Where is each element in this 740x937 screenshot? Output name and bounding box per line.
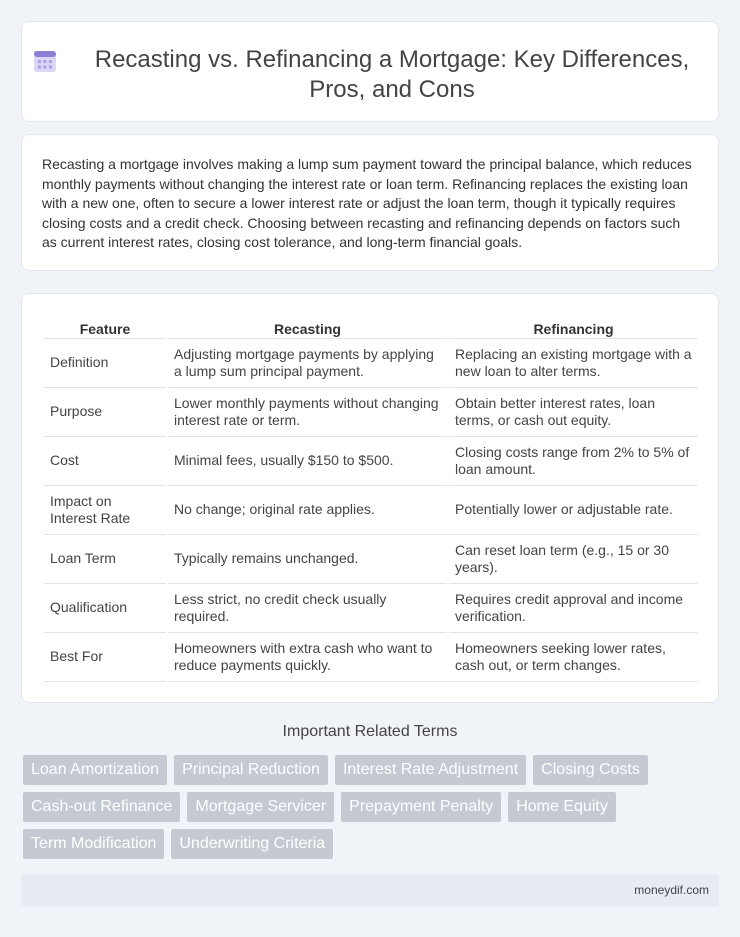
table-header-row bbox=[44, 315, 698, 339]
feature-cell: Definition bbox=[44, 339, 166, 388]
table-row bbox=[44, 535, 698, 584]
recasting-cell: Minimal fees, usually $150 to $500. bbox=[168, 437, 447, 486]
intro-card bbox=[21, 134, 719, 271]
table-row bbox=[44, 633, 698, 682]
related-term-tag[interactable]: Term Modification bbox=[23, 829, 164, 859]
column-header-feature: Feature bbox=[44, 315, 166, 339]
comparison-table bbox=[42, 315, 700, 682]
refinancing-cell: Potentially lower or adjustable rate. bbox=[449, 486, 698, 535]
refinancing-cell: Obtain better interest rates, loan terms, or cash out equity. bbox=[449, 388, 698, 437]
feature-cell: Purpose bbox=[44, 388, 166, 437]
refinancing-cell: Closing costs range from 2% to 5% of loan amount. bbox=[449, 437, 698, 486]
recasting-cell: No change; original rate applies. bbox=[168, 486, 447, 535]
table-row bbox=[44, 339, 698, 388]
related-terms-title: Important Related Terms bbox=[282, 723, 458, 740]
table-row bbox=[44, 437, 698, 486]
related-terms-list bbox=[23, 755, 723, 859]
refinancing-cell: Can reset loan term (e.g., 15 or 30 years). bbox=[449, 535, 698, 584]
recasting-cell: Lower monthly payments without changing interest rate or term. bbox=[168, 388, 447, 437]
footer bbox=[21, 874, 719, 907]
related-term-tag[interactable]: Interest Rate Adjustment bbox=[335, 755, 526, 785]
site-link[interactable]: moneydif.com bbox=[634, 883, 709, 897]
intro-paragraph: Recasting a mortgage involves making a lump sum payment toward the principal balance, which reduces monthly payments without changing the interest rate or loan term. Refinancing replaces the existing loan with a new one, often to secure a lower interest rate or adjust the loan term, though it typically requires closing costs and a credit check. Choosing between recasting and refinancing depends on factors such as current interest rates, closing cost tolerance, and long-term financial goals. bbox=[42, 156, 692, 250]
feature-cell: Loan Term bbox=[44, 535, 166, 584]
related-term-tag[interactable]: Prepayment Penalty bbox=[341, 792, 501, 822]
page-title: Recasting vs. Refinancing a Mortgage: Key Differences, Pros, and Cons bbox=[94, 46, 690, 103]
feature-cell: Cost bbox=[44, 437, 166, 486]
feature-cell: Qualification bbox=[44, 584, 166, 633]
recasting-cell: Homeowners with extra cash who want to reduce payments quickly. bbox=[168, 633, 447, 682]
table-row bbox=[44, 584, 698, 633]
recasting-cell: Less strict, no credit check usually required. bbox=[168, 584, 447, 633]
related-term-tag[interactable]: Mortgage Servicer bbox=[187, 792, 334, 822]
column-header-refinancing: Refinancing bbox=[449, 315, 698, 339]
calendar-icon bbox=[32, 48, 58, 74]
related-term-tag[interactable]: Cash-out Refinance bbox=[23, 792, 180, 822]
related-term-tag[interactable]: Home Equity bbox=[508, 792, 616, 822]
related-term-tag[interactable]: Principal Reduction bbox=[174, 755, 328, 785]
refinancing-cell: Homeowners seeking lower rates, cash out, or term changes. bbox=[449, 633, 698, 682]
related-term-tag[interactable]: Underwriting Criteria bbox=[171, 829, 333, 859]
feature-cell: Impact on Interest Rate bbox=[44, 486, 166, 535]
table-row bbox=[44, 388, 698, 437]
recasting-cell: Adjusting mortgage payments by applying a lump sum principal payment. bbox=[168, 339, 447, 388]
related-term-tag[interactable]: Loan Amortization bbox=[23, 755, 167, 785]
column-header-recasting: Recasting bbox=[168, 315, 447, 339]
recasting-cell: Typically remains unchanged. bbox=[168, 535, 447, 584]
refinancing-cell: Replacing an existing mortgage with a new loan to alter terms. bbox=[449, 339, 698, 388]
comparison-card bbox=[21, 293, 719, 703]
refinancing-cell: Requires credit approval and income verification. bbox=[449, 584, 698, 633]
feature-cell: Best For bbox=[44, 633, 166, 682]
related-term-tag[interactable]: Closing Costs bbox=[533, 755, 648, 785]
table-row bbox=[44, 486, 698, 535]
title-card bbox=[21, 21, 719, 122]
